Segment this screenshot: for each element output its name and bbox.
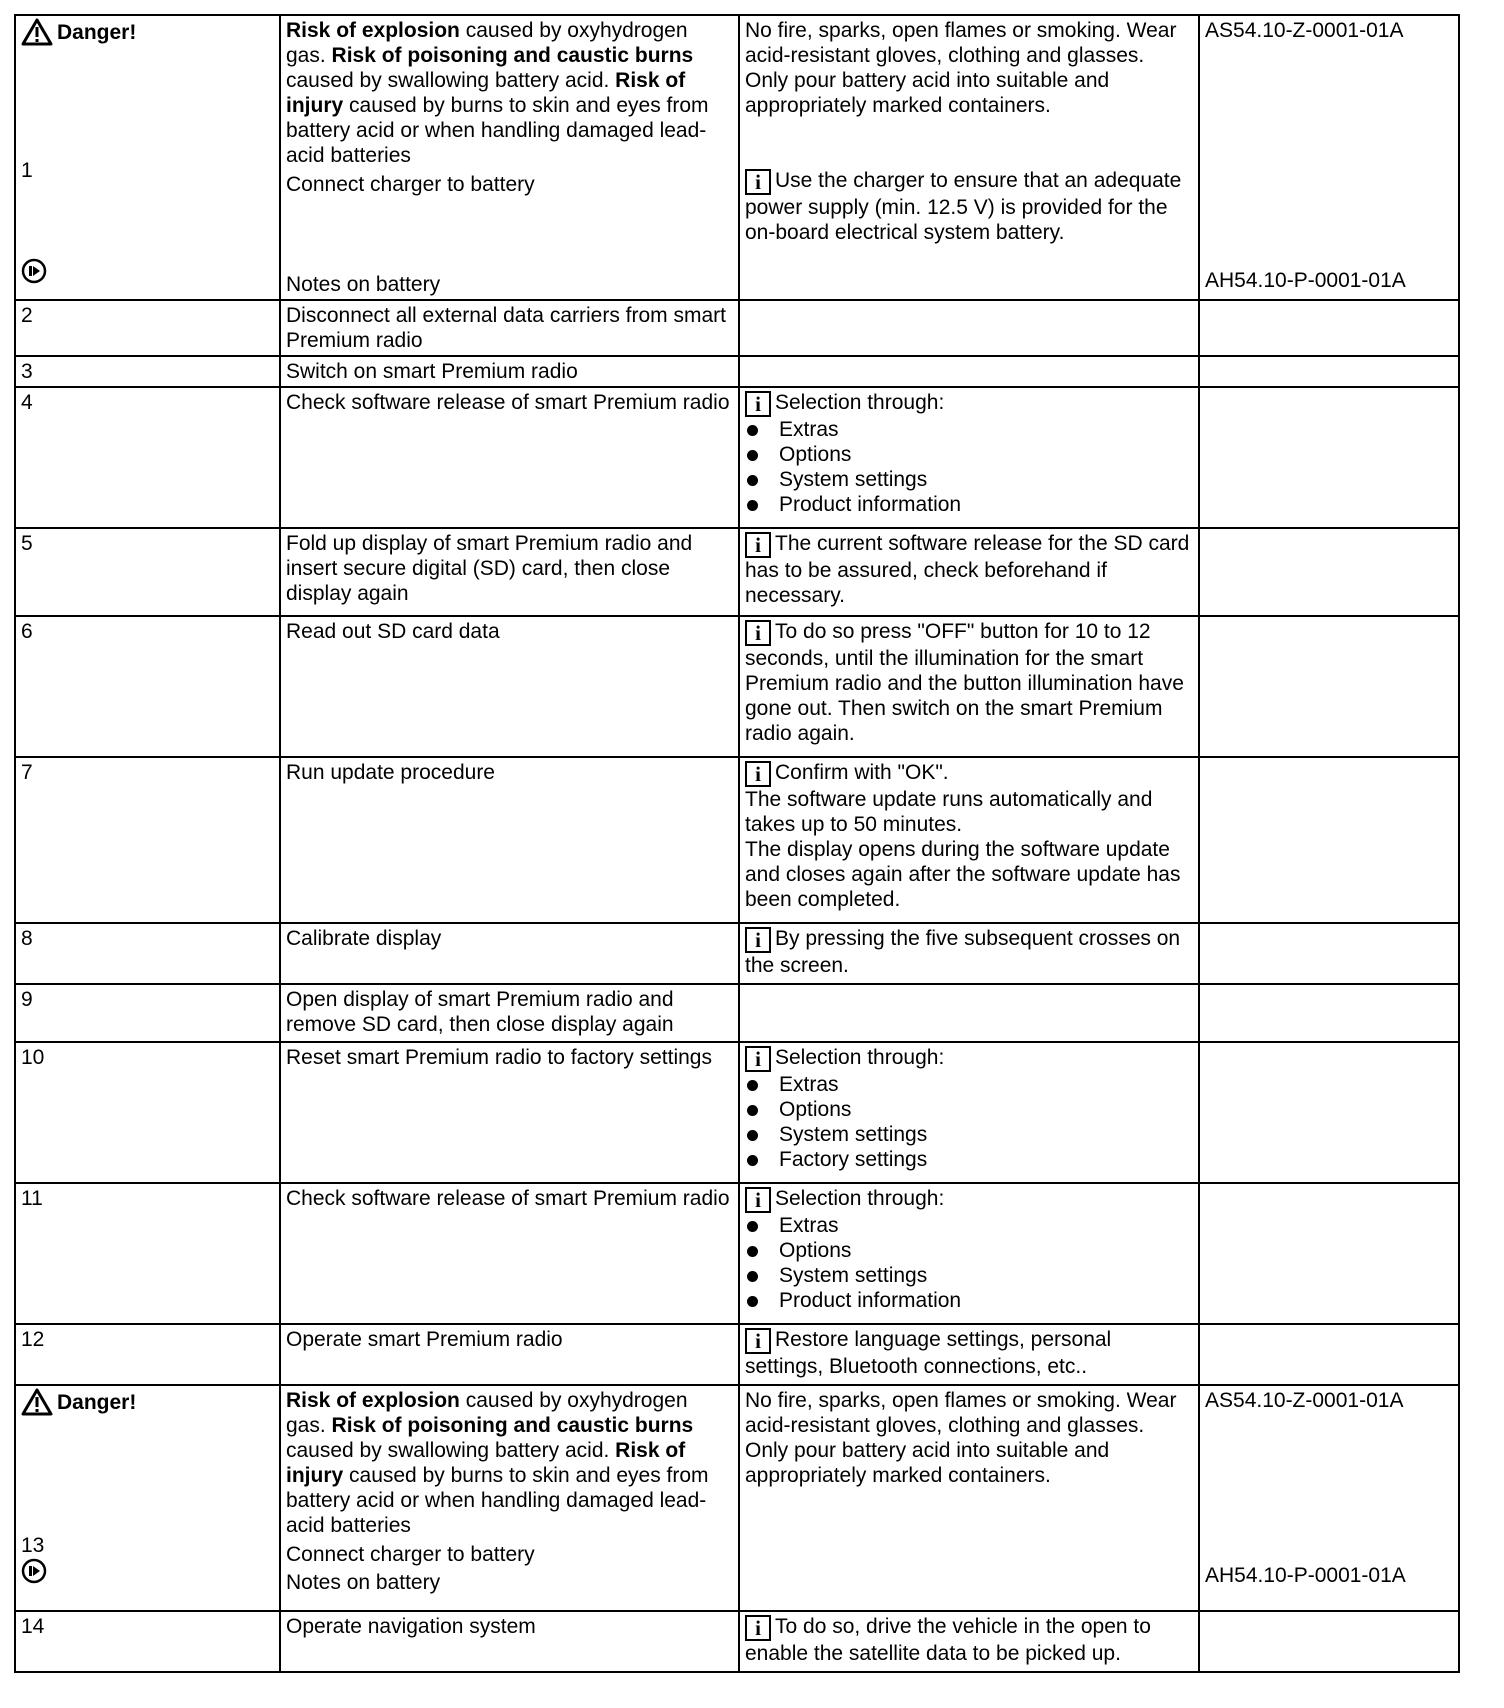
danger-reference: AS54.10-Z-0001-01A <box>1205 19 1404 42</box>
measures-text: No fire, sparks, open flames or smoking. Wear acid-resistant gloves, clothing and glasses. Only pour battery acid into suitable and appropriately marked containers. <box>745 19 1177 117</box>
step-number: 6 <box>21 620 33 643</box>
step-action: Calibrate display <box>286 927 442 950</box>
step-note: i Selection through: <box>745 1186 1193 1213</box>
step-number: 11 <box>21 1187 43 1210</box>
danger-row-1 <box>15 15 1459 300</box>
list-item: Extras <box>745 417 1193 442</box>
step-action: Check software release of smart Premium radio <box>286 1187 730 1210</box>
danger-measures-cell <box>739 15 1199 300</box>
step-row <box>15 528 1459 616</box>
list-item: Options <box>745 1097 1193 1122</box>
selection-list <box>745 417 1193 517</box>
danger-reference-cell <box>1199 15 1459 300</box>
notes-reference: AH54.10-P-0001-01A <box>1205 269 1406 292</box>
notes-text: Notes on battery <box>286 1571 441 1594</box>
risk-text: Risk of explosion caused by oxyhydrogen gas. Risk of poisoning and caustic burns caused by swallowing battery acid. Risk of injury caused by burns to skin and eyes from battery acid or when handling damaged lead-acid batteries <box>286 19 709 167</box>
step-note-line: The display opens during the software update and closes again after the software update has been completed. <box>745 838 1181 911</box>
notes-reference: AH54.10-P-0001-01A <box>1205 1564 1406 1587</box>
step-note: i Selection through: <box>745 390 1193 417</box>
list-item: System settings <box>745 1263 1193 1288</box>
notes-reference-icon <box>21 1558 47 1584</box>
step-note: i Confirm with "OK". <box>745 760 1193 787</box>
notes-reference-icon <box>21 258 47 284</box>
selection-list <box>745 1072 1193 1172</box>
step-note: i The current software release for the SD card has to be assured, check beforehand if necessary. <box>745 532 1190 607</box>
step-action: Fold up display of smart Premium radio and insert secure digital (SD) card, then close display again <box>286 532 693 605</box>
danger-reference: AS54.10-Z-0001-01A <box>1205 1389 1404 1412</box>
danger-label: Danger! <box>57 20 137 44</box>
danger-heading <box>21 18 274 46</box>
info-icon: i <box>745 1615 771 1641</box>
danger-risk-cell <box>280 15 739 300</box>
procedure-table <box>14 14 1460 1673</box>
step-row <box>15 387 1459 528</box>
info-icon: i <box>745 391 771 417</box>
list-item: Extras <box>745 1072 1193 1097</box>
list-item: Factory settings <box>745 1147 1193 1172</box>
step-note: i To do so, drive the vehicle in the open to enable the satellite data to be picked up. <box>745 1615 1151 1665</box>
step-note: i Use the charger to ensure that an adequate power supply (min. 12.5 V) is provided for the on-board electrical system battery. <box>745 169 1182 244</box>
step-action: Read out SD card data <box>286 620 500 643</box>
step-action: Run update procedure <box>286 761 495 784</box>
step-action: Reset smart Premium radio to factory settings <box>286 1046 712 1069</box>
info-icon: i <box>745 1046 771 1072</box>
step-text: Connect charger to battery <box>286 1543 535 1566</box>
step-note: i By pressing the five subsequent crosses on the screen. <box>745 927 1181 977</box>
info-icon: i <box>745 1328 771 1354</box>
warning-triangle-icon <box>21 18 53 46</box>
danger-reference-cell <box>1199 1385 1459 1611</box>
step-row <box>15 616 1459 757</box>
step-action: Disconnect all external data carriers from smart Premium radio <box>286 304 726 352</box>
step-number: 14 <box>21 1615 45 1638</box>
step-row <box>15 757 1459 923</box>
list-item: Extras <box>745 1213 1193 1238</box>
danger-label: Danger! <box>57 1390 137 1414</box>
list-item: Product information <box>745 1288 1193 1313</box>
step-note: i To do so press "OFF" button for 10 to 12 seconds, until the illumination for the smart Premium radio and the button illumination have gone out. Then switch on the smart Premium radio again. <box>745 620 1184 745</box>
list-item: Options <box>745 1238 1193 1263</box>
info-icon: i <box>745 1187 771 1213</box>
danger-label-cell <box>15 1385 280 1611</box>
step-note: i Selection through: <box>745 1045 1193 1072</box>
danger-row-2 <box>15 1385 1459 1611</box>
info-icon: i <box>745 761 771 787</box>
step-row <box>15 1183 1459 1324</box>
step-row <box>15 984 1459 1042</box>
step-text: Connect charger to battery <box>286 173 535 196</box>
info-icon: i <box>745 169 771 195</box>
info-icon: i <box>745 620 771 646</box>
danger-risk-cell <box>280 1385 739 1611</box>
step-action: Check software release of smart Premium radio <box>286 391 730 414</box>
step-row <box>15 1042 1459 1183</box>
step-number: 3 <box>21 360 33 383</box>
measures-text: No fire, sparks, open flames or smoking. Wear acid-resistant gloves, clothing and glasses. Only pour battery acid into suitable and appropriately marked containers. <box>745 1389 1177 1487</box>
step-note: i Restore language settings, personal settings, Bluetooth connections, etc.. <box>745 1328 1112 1378</box>
step-number: 8 <box>21 927 33 950</box>
step-number: 7 <box>21 761 33 784</box>
info-icon: i <box>745 532 771 558</box>
step-number: 4 <box>21 391 33 414</box>
step-note-line: The software update runs automatically and takes up to 50 minutes. <box>745 788 1153 836</box>
step-action: Switch on smart Premium radio <box>286 360 578 383</box>
step-row <box>15 300 1459 356</box>
step-row <box>15 356 1459 387</box>
danger-measures-cell <box>739 1385 1199 1611</box>
notes-text: Notes on battery <box>286 273 441 296</box>
list-item: System settings <box>745 1122 1193 1147</box>
step-number: 1 <box>21 159 33 182</box>
selection-list <box>745 1213 1193 1313</box>
step-number: 10 <box>21 1046 45 1069</box>
risk-text: Risk of explosion caused by oxyhydrogen gas. Risk of poisoning and caustic burns caused by swallowing battery acid. Risk of injury caused by burns to skin and eyes from battery acid or when handling damaged lead-acid batteries <box>286 1389 709 1537</box>
info-icon: i <box>745 927 771 953</box>
list-item: System settings <box>745 467 1193 492</box>
danger-label-cell <box>15 15 280 300</box>
step-number: 13 <box>21 1534 45 1557</box>
step-row <box>15 1324 1459 1385</box>
warning-triangle-icon <box>21 1388 53 1416</box>
step-action: Operate navigation system <box>286 1615 536 1638</box>
step-number: 9 <box>21 988 33 1011</box>
danger-heading <box>21 1388 274 1416</box>
step-row <box>15 1611 1459 1672</box>
step-action: Operate smart Premium radio <box>286 1328 563 1351</box>
step-number: 12 <box>21 1328 45 1351</box>
list-item: Product information <box>745 492 1193 517</box>
step-action: Open display of smart Premium radio and remove SD card, then close display again <box>286 988 674 1036</box>
step-number: 2 <box>21 304 33 327</box>
list-item: Options <box>745 442 1193 467</box>
step-number: 5 <box>21 532 33 555</box>
step-row <box>15 923 1459 984</box>
